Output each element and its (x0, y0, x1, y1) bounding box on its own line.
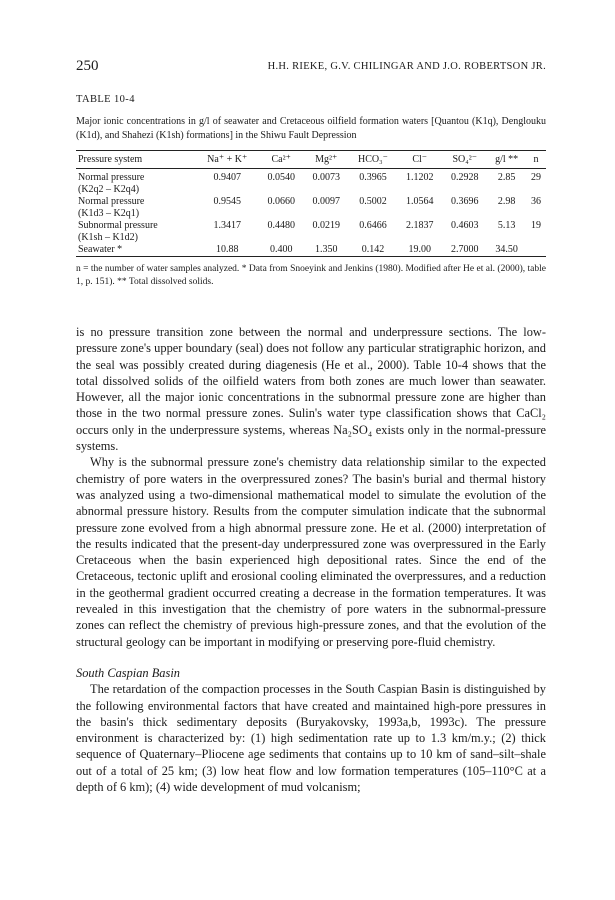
table-cell: 1.1202 (405, 172, 434, 183)
table-caption: Major ionic concentrations in g/l of seawater and Cretaceous oilfield formation waters [Quantou (K1q), Denglouku (K1d), and Shahezi (K1sh) formations] in the Shiwu Fault Depression (76, 116, 546, 141)
table-cell: 0.400 (269, 244, 293, 255)
table-cell: 5.13 (497, 220, 516, 231)
table-cell: 0.3965 (359, 172, 387, 183)
table-row (76, 244, 546, 257)
table-cell (526, 244, 546, 257)
paragraph: Why is the subnormal pressure zone's chemistry data relationship similar to the expected chemistry of pore waters in the overpressured zones? The basin's burial and thermal history was analyzed using a two-dimensional mathematical model to simulate the evolution of the abnormal pressure history. Results from the computer simulation indicate that the subnormal pressure zone evolved from a high abnormal pressure zone. He et al. (2000) interpretation of the results indicated that the present-day underpressured zone was overpressured in the Early Cretaceous when the basin experienced high depositional rates. Since the end of the Cretaceous, tectonic uplift and erosional cooling eliminated the overpressures, and a reduction in the geothermal gradient occurred creating a decrease in the formation temperatures. It was revealed in this investigation that the chemistry of pore waters in the subnormal-pressure zones can reflect the chemistry of previous high-pressure zones, and that the evolution of the structural geology can be important in modifying or preserving pore-fluid chemistry. (76, 455, 546, 649)
table-cell: 36 (530, 196, 541, 207)
table-cell: 0.6466 (359, 220, 387, 231)
table-cell: 0.4603 (451, 220, 479, 231)
table-block (76, 94, 546, 288)
table-cell: 0.0660 (267, 196, 295, 207)
running-head-authors: H.H. RIEKE, G.V. CHILINGAR AND J.O. ROBERTSON JR. (267, 61, 546, 72)
column-header: Mg²⁺ (315, 154, 338, 165)
row-label (76, 196, 196, 220)
column-header: n (533, 154, 539, 165)
body-text (76, 324, 546, 795)
table-cell: 0.0219 (312, 220, 340, 231)
row-label (76, 244, 196, 257)
table-cell: 2.98 (497, 196, 516, 207)
table-cell: 2.7000 (451, 244, 479, 255)
row-label (76, 220, 196, 244)
table-row (76, 196, 546, 220)
pressure-system: Normal pressure (78, 196, 145, 207)
table-cell: 10.88 (215, 244, 239, 255)
table-cell: 0.142 (361, 244, 385, 255)
column-header: Ca²⁺ (271, 154, 291, 165)
running-head (76, 58, 546, 76)
table-cell: 1.0564 (405, 196, 434, 207)
paragraph: is no pressure transition zone between the normal and underpressure sections. The low-pressure zone's upper boundary (seal) does not follow any particular stratigraphic horizon, and the seal was possibly created during diagenesis (He et al., 2000). Table 10-4 shows that the total dissolved solids of the oilfield waters from both zones are much lower than seawater. However, all the major ionic concentrations in the subnormal pressure zone are higher than those in the two normal pressure zones. Sulin's water type classification shows that CaCl₂ occurs only in the underpressure systems, whereas Na₂SO₄ exists only in the normal-pressure systems. (76, 325, 546, 454)
pressure-system: Subnormal pressure (78, 220, 158, 231)
formation-range: (K2q2 – K2q4) (78, 184, 140, 195)
table-row (76, 169, 546, 197)
table-header-row (76, 151, 546, 169)
column-header: Pressure system (78, 154, 143, 165)
table-label: TABLE 10-4 (76, 94, 135, 105)
column-header: Cl⁻ (412, 154, 428, 165)
table-cell: 19.00 (408, 244, 431, 255)
table-cell: 0.5002 (359, 196, 387, 207)
table-cell: 0.9545 (213, 196, 241, 207)
formation-range: (K1sh – K1d2) (78, 232, 138, 243)
table-cell: 0.9407 (213, 172, 241, 183)
row-label (76, 169, 196, 197)
ionic-concentration-table (76, 150, 546, 257)
column-header: g/l ** (495, 154, 519, 165)
table-cell: 1.3417 (213, 220, 241, 231)
pressure-system: Seawater * (78, 244, 123, 255)
table-cell: 19 (530, 220, 541, 231)
table-cell: 0.3696 (451, 196, 479, 207)
table-cell: 29 (530, 172, 541, 183)
section-heading: South Caspian Basin (76, 665, 180, 680)
table-cell: 0.0073 (312, 172, 340, 183)
table-cell: 0.4480 (267, 220, 295, 231)
column-header: HCO₃⁻ (358, 154, 388, 165)
table-cell: 1.350 (315, 244, 338, 255)
table-footnote: n = the number of water samples analyzed. * Data from Snoeyink and Jenkins (1980). Modified after He et al. (2000), table 1, p. 151). ** Total dissolved solids. (76, 264, 546, 287)
table-cell: 0.0097 (312, 196, 340, 207)
formation-range: (K1d3 – K2q1) (78, 208, 140, 219)
column-header: SO₄²⁻ (452, 154, 478, 165)
table-cell: 34.50 (495, 244, 518, 255)
column-header: Na⁺ + K⁺ (207, 154, 248, 165)
paragraph: The retardation of the compaction processes in the South Caspian Basin is distinguished by the following environmental factors that have created and maintained high-pore pressures in the basin's thick sedimentary deposits (Buryakovsky, 1993a,b, 1993c). The pressure environment is characterized by: (1) high sedimentation rate up to 1.3 km/m.y.; (2) thick sequence of Quaternary–Pliocene age sediments that contains up to 10 km of sand–silt–shale out of a total of 25 km; (3) low heat flow and low formation temperatures (105–110°C at a depth of 6 km); (4) wide development of mud volcanism; (76, 682, 546, 795)
pressure-system: Normal pressure (78, 172, 145, 183)
table-cell: 2.85 (497, 172, 516, 183)
table-cell: 2.1837 (405, 220, 434, 231)
table-row (76, 220, 546, 244)
table-cell: 0.0540 (267, 172, 295, 183)
table-cell: 0.2928 (451, 172, 479, 183)
page-number: 250 (76, 58, 99, 74)
